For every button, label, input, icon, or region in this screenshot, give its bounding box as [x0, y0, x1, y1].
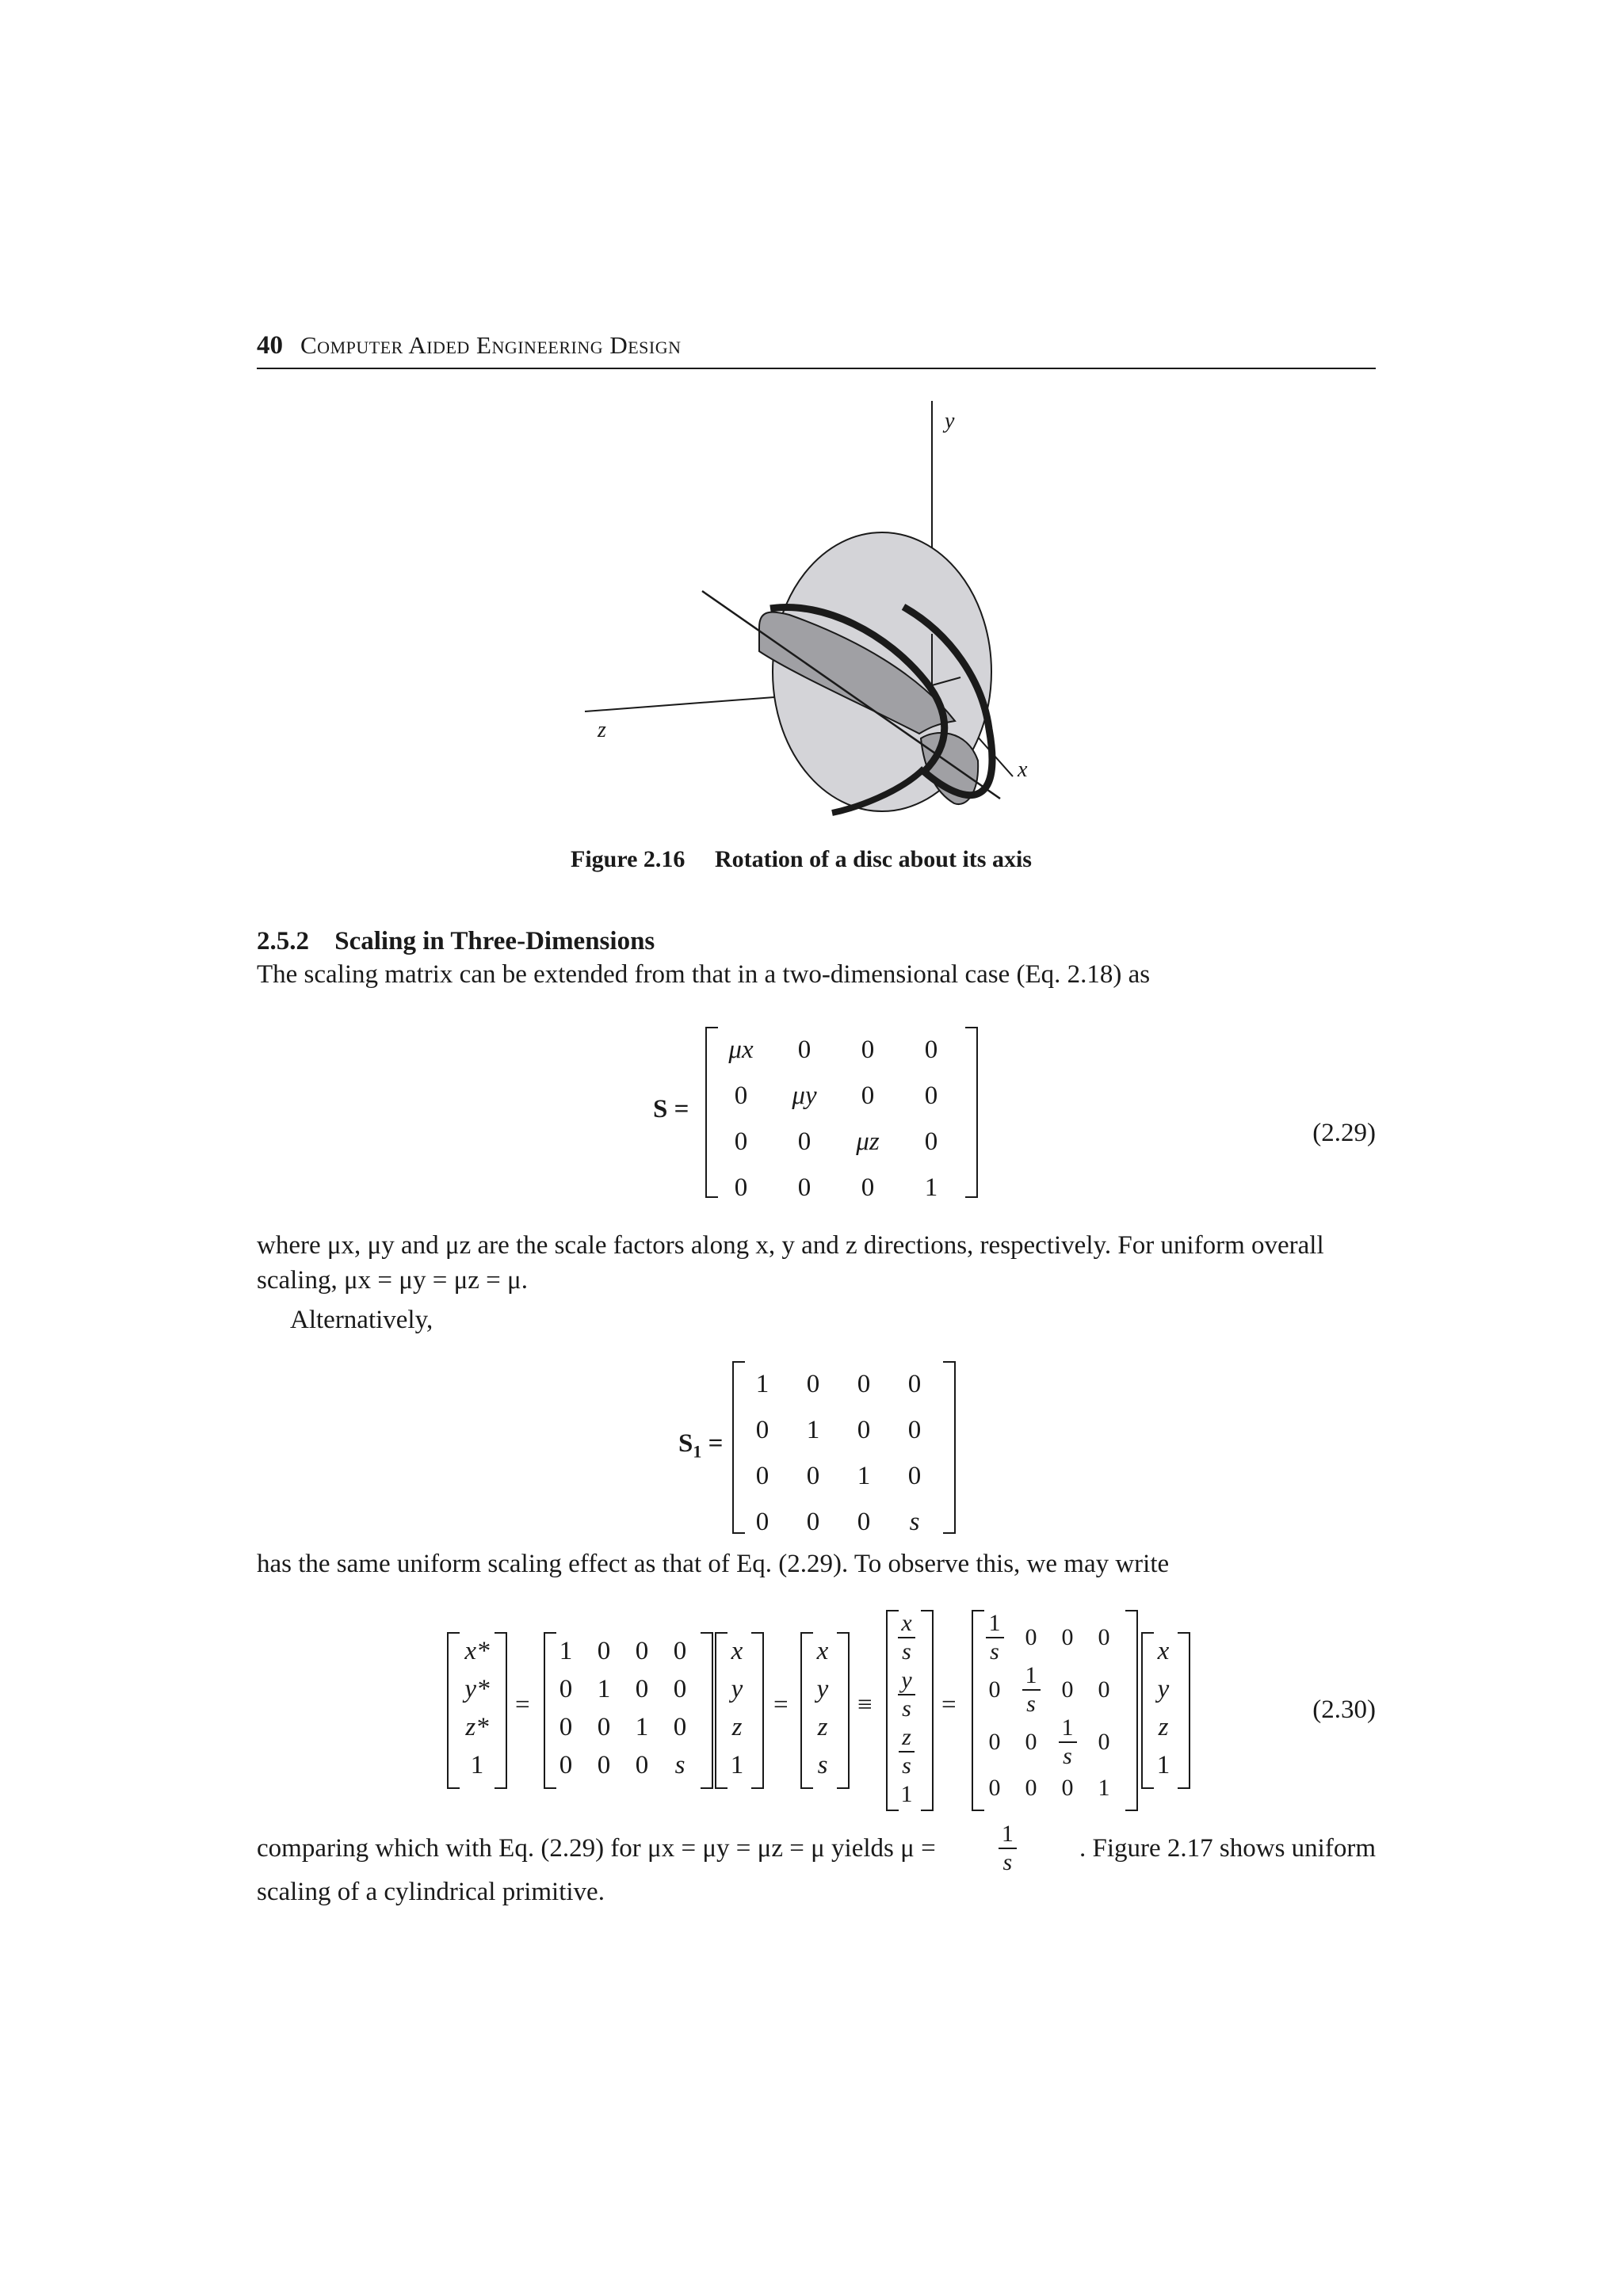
eq230-equals-3: = — [941, 1691, 957, 1719]
paragraph-comparison — [257, 1822, 1376, 1909]
x-axis-label: x — [1018, 757, 1028, 782]
section-title: Scaling in Three-Dimensions — [334, 927, 655, 955]
eq230-m1-matrix: 1 0 0 0 0 1 0 0 0 0 1 0 0 0 0 s — [559, 1636, 687, 1779]
eq230-v3-frac-y: $\frac{y}{s}$ — [898, 1669, 915, 1721]
z-axis-label: z — [598, 718, 606, 742]
y-axis-label: y — [945, 409, 955, 433]
eq230-m2-matrix: $\frac{1}{s}$ 0 0 0 0 $\frac{1}{s}$ 0 0 0 0 $\frac{1}{s}$ 0 0 0 0 1 — [976, 1611, 1122, 1808]
disc-rotation-figure — [555, 396, 1078, 840]
paragraph-comparison-part-b: . Figure 2.17 shows uniform — [1079, 1834, 1376, 1863]
paragraph-comparison-line2: scaling of a cylindrical primitive. — [257, 1878, 605, 1906]
eq230-lhs-vector: x* y* z* 1 — [464, 1636, 490, 1779]
paragraph-uniform-scaling: has the same uniform scaling effect as that of Eq. (2.29). To observe this, we may write — [257, 1550, 1170, 1578]
eq230-equals-2: = — [773, 1691, 789, 1719]
eq230-v4-vector: x y z 1 — [1156, 1636, 1170, 1779]
eq230-v3-frac-z: $\frac{z}{s}$ — [899, 1726, 915, 1778]
running-title: Computer Aided Engineering Design — [300, 331, 682, 359]
eq229-bracket-right — [965, 1027, 978, 1198]
eq229-number: (2.29) — [1312, 1119, 1376, 1147]
eq230-m1-bracket-right — [701, 1632, 713, 1789]
paragraph-comparison-part-a: comparing which with Eq. (2.29) for μx = μy = μz = μ yields μ = — [257, 1834, 936, 1863]
mu-fraction: $\frac{1}{s}$ — [999, 1822, 1017, 1875]
eq230-m2-bracket-right — [1125, 1610, 1138, 1811]
paragraph-scale-factors-line1: where μx, μy and μz are the scale factors along x, y and z directions, respectively. For uniform overall — [257, 1231, 1324, 1260]
eq230-v3-vector — [891, 1611, 922, 1808]
paragraph-comparison-line1 — [257, 1822, 1376, 1875]
page-header — [257, 331, 1376, 369]
figure-caption-text: Rotation of a disc about its axis — [714, 846, 1032, 872]
eq230-equiv: ≡ — [857, 1691, 873, 1719]
eq230-v3-last: 1 — [900, 1781, 913, 1807]
eq230-v1-vector: x y z 1 — [730, 1636, 744, 1779]
eq230-v2-vector: x y z s — [816, 1636, 829, 1779]
eq230-equals-1: = — [515, 1691, 530, 1719]
eq230-number: (2.30) — [1312, 1695, 1376, 1724]
eq230-v3-frac-x: $\frac{x}{s}$ — [898, 1611, 915, 1664]
eq230-v3-bracket-right — [921, 1610, 934, 1811]
alternatively-text: Alternatively, — [290, 1306, 433, 1334]
eq229-lhs: S = — [653, 1095, 689, 1123]
section-number: 2.5.2 — [257, 927, 309, 955]
figure-caption-label: Figure 2.16 — [571, 846, 685, 872]
section-heading — [257, 927, 655, 956]
eq229-matrix: μx 0 0 0 0 μy 0 0 0 0 μz 0 0 0 0 1 — [728, 1035, 938, 1202]
page-number: 40 — [257, 331, 283, 360]
section-intro: The scaling matrix can be extended from that in a two-dimensional case (Eq. 2.18) as — [257, 960, 1151, 989]
paragraph-scale-factors — [257, 1228, 1376, 1298]
eqS1-bracket-right — [943, 1361, 956, 1534]
paragraph-scale-factors-line2: scaling, μx = μy = μz = μ. — [257, 1266, 528, 1295]
figure-caption — [571, 846, 1032, 873]
eqS1-lhs: $S_1$ = — [678, 1429, 724, 1462]
eqS1-matrix: 1 0 0 0 0 1 0 0 0 0 1 0 0 0 0 s — [755, 1369, 922, 1536]
